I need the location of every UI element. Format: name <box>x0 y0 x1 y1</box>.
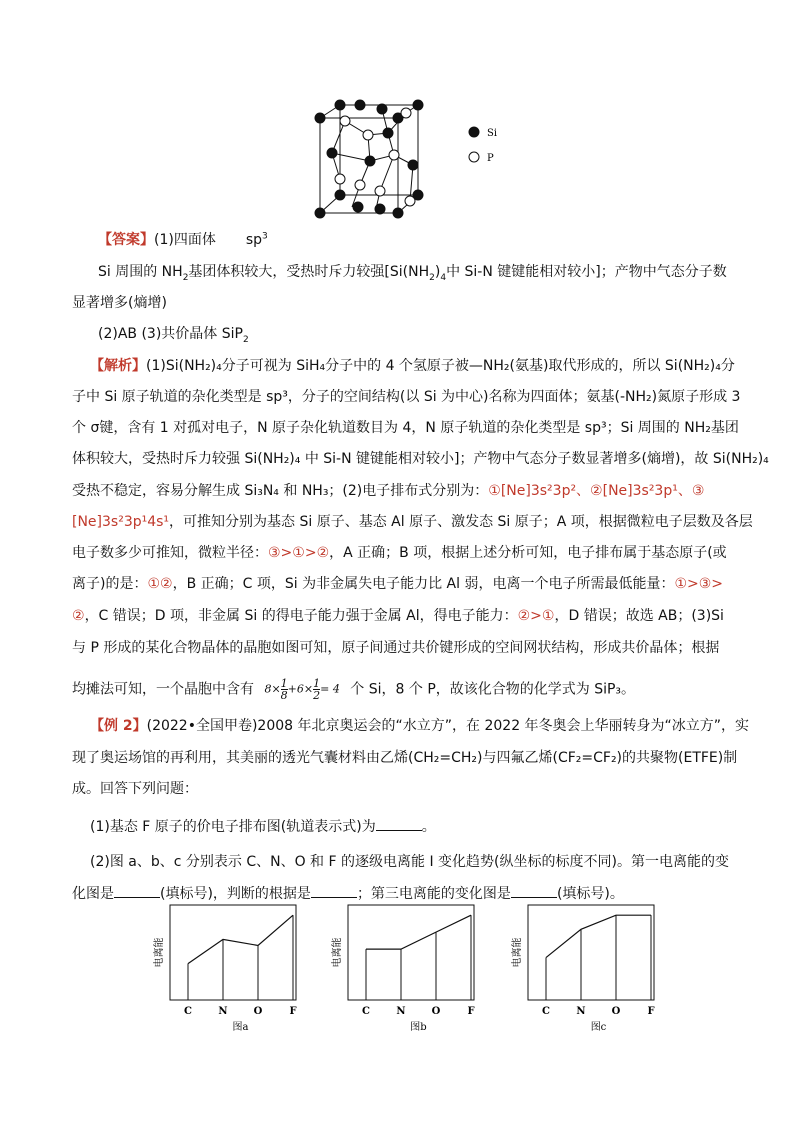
answer-l2-d: 中 Si-N 键键能相对较小]；产物中气态分子数 <box>446 264 727 280</box>
analysis-line-5 <box>72 481 704 501</box>
answer-line-1 <box>98 230 268 250</box>
q2-d: (填标号)。 <box>556 886 624 902</box>
legend-si: Si <box>487 128 498 139</box>
formula-a: 8× <box>264 682 281 696</box>
analysis-l8-b: ，B 正确；C 项，Si 为非金属失电子能力比 Al 弱，电离一个电子所需最低能量： <box>172 576 675 592</box>
ionization-energy-charts <box>0 895 794 1035</box>
chart-series-line <box>188 915 293 963</box>
example-line-1 <box>90 716 749 736</box>
chart-ylabel: 电离能 <box>512 937 523 968</box>
chart-frame <box>170 905 296 1000</box>
answer-blank-1[interactable] <box>376 816 422 831</box>
example-tag: 【例 2】 <box>90 718 147 734</box>
analysis-l8-a: 离子)的是： <box>72 576 148 592</box>
si-legend-icon <box>469 127 479 137</box>
formula-c: = 4 <box>320 682 340 696</box>
answer-l2-b: 基团体积较大，受热时斥力较强[Si(NH <box>188 264 430 280</box>
analysis-l9-b: ，C 错误；D 项，非金属 Si 的得电子能力强于金属 Al，得电子能力： <box>84 608 518 624</box>
chart-tick-label: F <box>289 1006 297 1017</box>
chart-frame <box>528 905 654 1000</box>
analysis-line-9 <box>72 606 724 626</box>
fraction-1-num: 1 <box>280 677 288 690</box>
chart-tick-label: N <box>218 1006 228 1017</box>
legend-p: P <box>487 153 494 164</box>
question-1-text: (1)基态 F 原子的价电子排布图(轨道表示式)为 <box>90 819 376 835</box>
analysis-tag: 【解析】 <box>90 358 146 374</box>
chart-ylabel: 电离能 <box>332 937 343 968</box>
analysis-line-3: 个 σ键，含有 1 对孤对电子，N 原子杂化轨道数目为 4，N 原子轨道的杂化类型是 sp³；Si 周围的 NH₂基团 <box>72 420 739 436</box>
analysis-line-4: 体积较大，受热时斥力较强 Si(NH₂)₄ 中 Si-N 键键能相对较小]；产物中气态分子数显著增多(熵增)，故 Si(NH₂)₄ <box>72 451 769 467</box>
chart-tick-label: C <box>362 1006 370 1017</box>
question-1 <box>90 816 436 837</box>
fraction-2-num: 1 <box>313 677 321 690</box>
chart-tick-label: N <box>576 1006 586 1017</box>
chart-tick-label: O <box>431 1006 441 1017</box>
chart-ylabel: 电离能 <box>154 937 165 968</box>
chart-series-line <box>366 915 471 949</box>
chart-tick-label: N <box>396 1006 406 1017</box>
chart-title: 图c <box>590 1022 607 1033</box>
analysis-l5-b: ①[Ne]3s²3p²、②[Ne]3s²3p¹、③ <box>488 483 705 499</box>
chart-title: 图b <box>410 1022 427 1033</box>
answer-line-2 <box>98 262 727 282</box>
chart-series-line <box>546 915 651 957</box>
analysis-l11-b: 个 Si，8 个 P，故该化合物的化学式为 SiP₃。 <box>350 681 636 698</box>
fraction-1-den: 8 <box>280 689 288 702</box>
answer-sp: sp <box>245 232 263 248</box>
analysis-l8-red2: ①>③> <box>674 576 724 592</box>
analysis-l8-red: ①② <box>147 576 173 592</box>
analysis-line-1 <box>90 356 735 376</box>
analysis-line-2: 子中 Si 原子轨道的杂化类型是 sp³，分子的空间结构(以 Si 为中心)名称为四面体；氨基(-NH₂)氮原子形成 3 <box>72 389 741 405</box>
q2-c: ；第三电离能的变化图是 <box>356 886 511 902</box>
analysis-l7-red: ③>①>② <box>268 545 330 561</box>
analysis-line-7 <box>72 543 727 563</box>
example-l1: (2022•全国甲卷)2008 年北京奥运会的“水立方”，在 2022 年冬奥会上华丽转身为“冰立方”，实 <box>146 718 750 734</box>
crystal-unit-cell <box>310 95 510 225</box>
analysis-line-8 <box>72 574 723 594</box>
analysis-l7: 电子数多少可推知，微粒半径： <box>72 545 268 561</box>
chart-tick-label: F <box>647 1006 655 1017</box>
analysis-l5-a: 受热不稳定，容易分解生成 Si₃N₄ 和 NH₃；(2)电子排布式分别为： <box>72 483 489 499</box>
chart-tick-label: F <box>467 1006 475 1017</box>
answer-part-1: (1)四面体 <box>154 232 216 248</box>
answer-line-3: 显著增多(熵增) <box>72 295 167 311</box>
chart-frame <box>348 905 474 1000</box>
chart-tick-label: O <box>253 1006 263 1017</box>
analysis-line-6 <box>72 512 753 532</box>
answer-l2-c: ) <box>434 264 441 280</box>
chart-tick-label: C <box>184 1006 192 1017</box>
answer-l4-sub: 2 <box>242 334 249 345</box>
example-line-3: 成。回答下列问题： <box>72 781 198 797</box>
analysis-l9-red2: ②>① <box>517 608 555 624</box>
analysis-l1: (1)Si(NH₂)₄分子可视为 SiH₄分子中的 4 个氢原子被—NH₂(氨基)取代形成的，所以 Si(NH₂)₄分 <box>146 358 735 374</box>
analysis-l7-b: ，A 正确；B 项，根据上述分析可知，电子排布属于基态原子(或 <box>329 545 727 561</box>
chart-tick-label: O <box>611 1006 621 1017</box>
fraction-1 <box>281 678 288 701</box>
fraction-2-den: 2 <box>313 689 321 702</box>
chart-tick-label: C <box>542 1006 550 1017</box>
question-2-line-1: (2)图 a、b、c 分别表示 C、N、O 和 F 的逐级电离能 I 变化趋势(纵坐标的标度不同)。第一电离能的变 <box>90 854 729 870</box>
p-legend-icon <box>469 152 479 162</box>
question-1-end: 。 <box>421 819 436 835</box>
chart-title: 图a <box>232 1022 249 1033</box>
answer-l2-sub1: 2 <box>182 272 189 283</box>
formula-b: +6× <box>287 682 314 696</box>
answer-l4: (2)AB (3)共价晶体 SiP <box>98 326 243 342</box>
answer-line-4 <box>98 324 249 344</box>
answer-l2-sub2: 2 <box>429 272 435 283</box>
answer-tag: 【答案】 <box>98 232 154 248</box>
analysis-l9-red: ② <box>72 608 85 624</box>
analysis-l11-a: 均摊法可知，一个晶胞中含有 <box>72 681 254 698</box>
formula <box>264 678 339 701</box>
analysis-line-10: 与 P 形成的某化合物晶体的晶胞如图可知，原子间通过共价键形成的空间网状结构，形成共价晶体；根据 <box>72 640 720 656</box>
q2-a: 化图是 <box>72 886 114 902</box>
analysis-l9-c: ，D 错误；故选 AB；(3)Si <box>554 608 724 624</box>
example-line-2: 现了奥运场馆的再利用，其美丽的透光气囊材料由乙烯(CH₂=CH₂)与四氟乙烯(CF₂=CF₂)的共聚物(ETFE)制 <box>72 750 738 766</box>
answer-l2-a: Si 周围的 NH <box>98 264 183 280</box>
answer-l2-sub3: 4 <box>440 272 447 283</box>
analysis-l6-b: ，可推知分别为基态 Si 原子、基态 Al 原子、激发态 Si 原子；A 项，根据微粒电子层数及各层 <box>169 514 753 530</box>
answer-sp-sup: 3 <box>262 231 268 242</box>
q2-b: (填标号)，判断的根据是 <box>160 886 311 902</box>
analysis-line-11 <box>72 678 635 701</box>
analysis-l6-a: [Ne]3s²3p¹4s¹ <box>72 514 170 530</box>
crystal-structure-figure <box>310 95 510 225</box>
